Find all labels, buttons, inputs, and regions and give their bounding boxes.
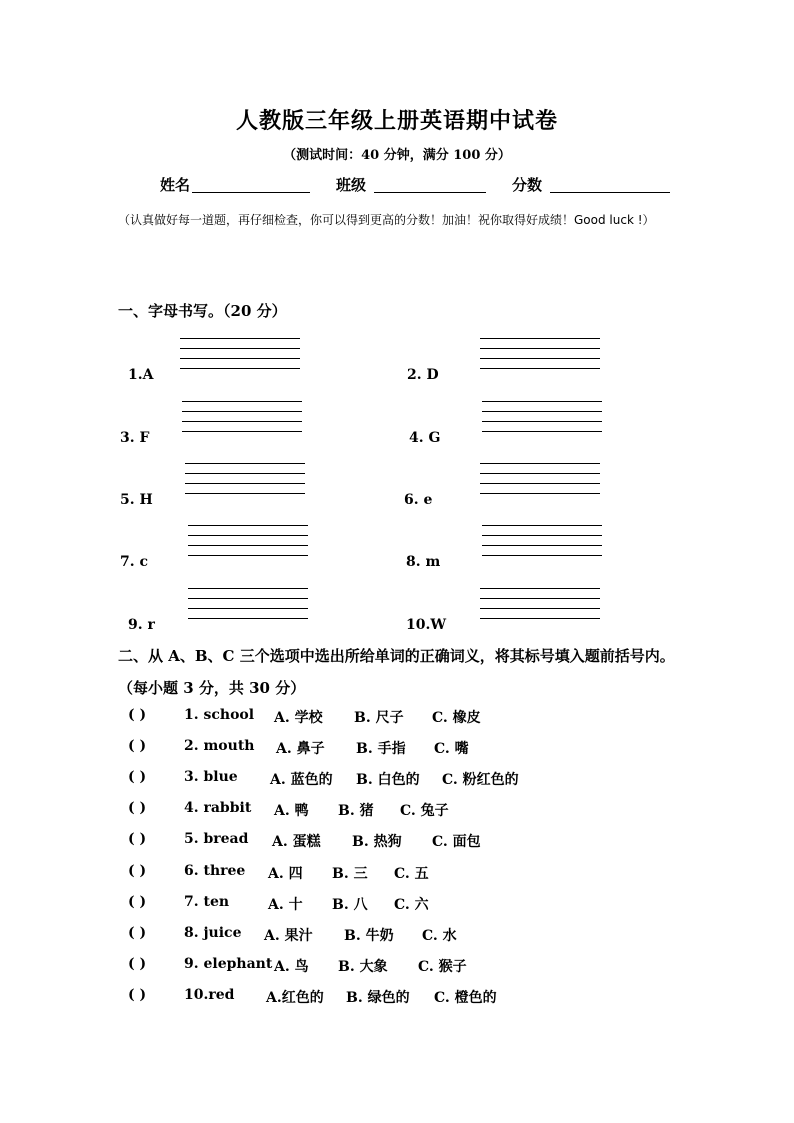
answer-bracket[interactable]: ( ) (128, 863, 147, 879)
score-field[interactable] (512, 174, 670, 195)
answer-bracket[interactable]: ( ) (128, 894, 147, 910)
option-b: B. 手指 (356, 741, 406, 757)
option-a: A. 果汁 (264, 928, 313, 944)
question-word: 1. school (184, 707, 255, 723)
answer-bracket[interactable]: ( ) (128, 738, 147, 754)
section1-title: 一、字母书写。（20 分） (118, 302, 287, 320)
writing-lines[interactable] (480, 338, 600, 370)
writing-lines[interactable] (188, 588, 308, 620)
letter-label: 2. D (407, 367, 439, 383)
class-label: 班级 (336, 176, 367, 194)
question-word: 2. mouth (184, 738, 255, 754)
name-label: 姓名 (160, 176, 191, 194)
writing-lines[interactable] (480, 588, 600, 620)
letter-label: 9. r (128, 617, 155, 633)
option-b: B. 八 (332, 897, 368, 913)
answer-bracket[interactable]: ( ) (128, 707, 147, 723)
option-a: A. 学校 (274, 710, 323, 726)
answer-bracket[interactable]: ( ) (128, 956, 147, 972)
writing-lines[interactable] (188, 525, 308, 557)
option-c: C. 粉红色的 (442, 772, 519, 788)
option-b: B. 猪 (338, 803, 374, 819)
option-b: B. 热狗 (352, 834, 402, 850)
answer-bracket[interactable]: ( ) (128, 987, 147, 1003)
option-c: C. 嘴 (434, 741, 469, 757)
option-c: C. 面包 (432, 834, 481, 850)
answer-bracket[interactable]: ( ) (128, 769, 147, 785)
score-blank[interactable] (550, 178, 670, 193)
score-label: 分数 (512, 176, 543, 194)
option-a: A. 四 (268, 866, 303, 882)
writing-lines[interactable] (480, 463, 600, 495)
option-b: B. 三 (332, 866, 368, 882)
option-b: B. 绿色的 (346, 990, 410, 1006)
option-b: B. 牛奶 (344, 928, 394, 944)
class-field[interactable] (336, 174, 486, 195)
option-c: C. 猴子 (418, 959, 467, 975)
writing-lines[interactable] (185, 463, 305, 495)
letter-label: 10.W (406, 617, 447, 633)
letter-label: 7. c (120, 554, 149, 570)
writing-lines[interactable] (482, 525, 602, 557)
page-subtitle: （测试时间：40 分钟，满分 100 分） (283, 148, 511, 163)
writing-lines[interactable] (182, 401, 302, 433)
answer-bracket[interactable]: ( ) (128, 800, 147, 816)
letter-label: 4. G (409, 430, 441, 446)
option-c: C. 六 (394, 897, 429, 913)
page-title: 人教版三年级上册英语期中试卷 (235, 108, 558, 134)
letter-label: 3. F (120, 430, 150, 446)
writing-lines[interactable] (180, 338, 300, 370)
question-word: 10.red (184, 987, 235, 1003)
letter-label: 6. e (404, 492, 433, 508)
option-b: B. 尺子 (354, 710, 404, 726)
option-c: C. 兔子 (400, 803, 449, 819)
name-field[interactable] (160, 174, 310, 195)
question-word: 6. three (184, 863, 246, 879)
option-c: C. 橙色的 (434, 990, 497, 1006)
writing-lines[interactable] (482, 401, 602, 433)
option-b: B. 白色的 (356, 772, 420, 788)
question-word: 7. ten (184, 894, 230, 910)
option-c: C. 水 (422, 928, 457, 944)
question-word: 9. elephant (184, 956, 273, 972)
letter-label: 1.A (128, 367, 154, 383)
question-word: 8. juice (184, 925, 242, 941)
option-a: A. 蓝色的 (270, 772, 333, 788)
option-a: A. 鸟 (274, 959, 309, 975)
letter-label: 5. H (120, 492, 153, 508)
question-word: 5. bread (184, 831, 249, 847)
class-blank[interactable] (374, 178, 486, 193)
name-blank[interactable] (192, 178, 310, 193)
option-a: A. 蛋糕 (272, 834, 321, 850)
instruction-note: （认真做好每一道题，再仔细检查，你可以得到更高的分数！加油！祝你取得好成绩！Good luck !） (118, 213, 655, 227)
option-a: A. 鸭 (274, 803, 309, 819)
option-c: C. 五 (394, 866, 429, 882)
answer-bracket[interactable]: ( ) (128, 831, 147, 847)
letter-label: 8. m (406, 554, 441, 570)
section2-title: 二、从 A、B、C 三个选项中选出所给单词的正确词义，将其标号填入题前括号内。（每小题 3 分，共 30 分） (118, 647, 675, 697)
option-a: A.红色的 (266, 990, 324, 1006)
question-word: 4. rabbit (184, 800, 252, 816)
option-b: B. 大象 (338, 959, 388, 975)
option-a: A. 鼻子 (276, 741, 325, 757)
option-c: C. 橡皮 (432, 710, 481, 726)
question-word: 3. blue (184, 769, 238, 785)
answer-bracket[interactable]: ( ) (128, 925, 147, 941)
option-a: A. 十 (268, 897, 303, 913)
